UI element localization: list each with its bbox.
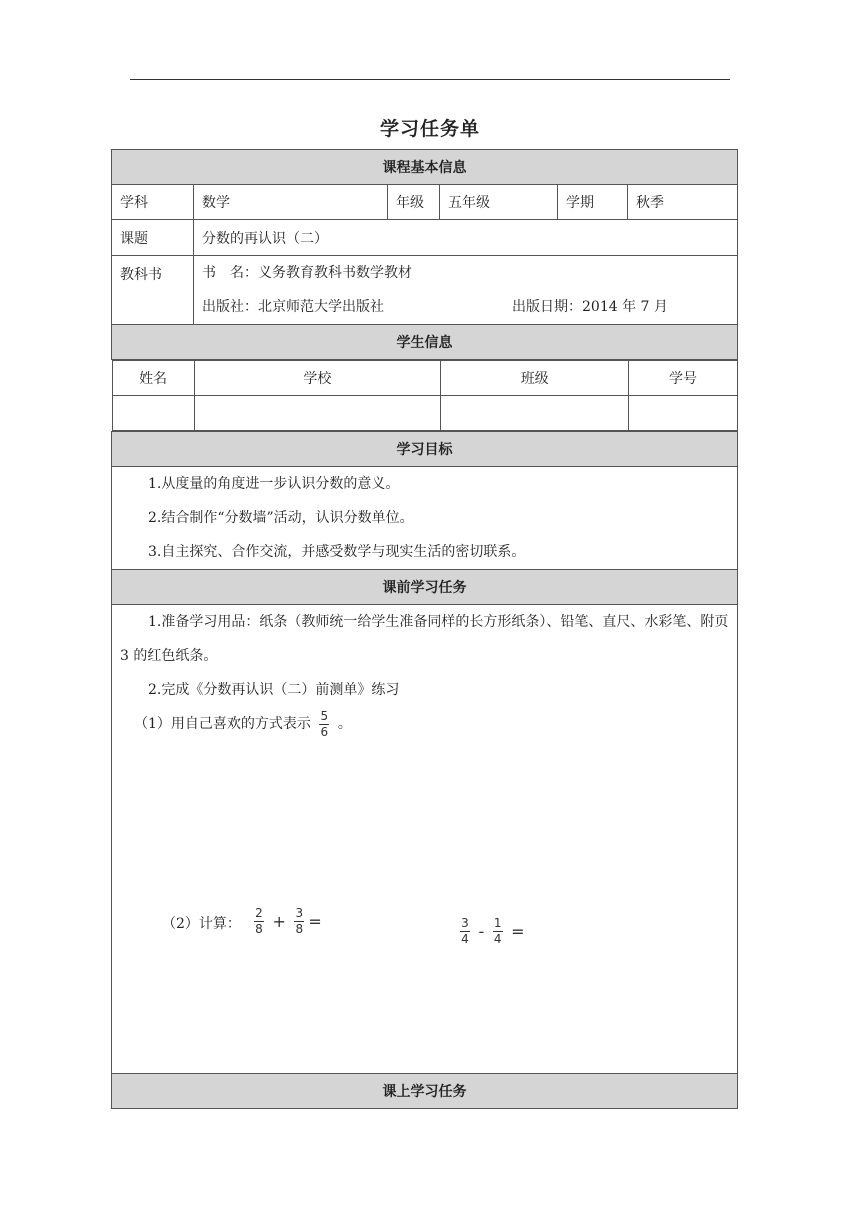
student-class-field[interactable] — [441, 396, 629, 431]
subject-value: 数学 — [194, 185, 388, 220]
term-label: 学期 — [558, 185, 628, 220]
section-header-student-info: 学生信息 — [112, 325, 738, 360]
section-header-in-class: 课上学习任务 — [112, 1074, 738, 1109]
publisher-row — [202, 290, 729, 324]
publisher: 出版社：北京师范大学出版社 — [202, 299, 384, 315]
grade-value: 五年级 — [440, 185, 558, 220]
textbook-details — [194, 256, 738, 325]
student-name-field[interactable] — [112, 396, 194, 431]
question-1 — [120, 707, 729, 741]
task-item-materials: 1.准备学习用品：纸条（教师统一给学生准备同样的长方形纸条）、铅笔、直尺、水彩笔、附页 3 的红色纸条。 — [120, 614, 729, 664]
subject-label: 学科 — [112, 185, 194, 220]
goal-item: 1.从度量的角度进一步认识分数的意义。 — [148, 476, 400, 492]
pre-class-tasks — [112, 605, 738, 1074]
topic-label: 课题 — [112, 220, 194, 256]
goal-item: 3.自主探究、合作交流，并感受数学与现实生活的密切联系。 — [148, 544, 526, 560]
section-header-goals: 学习目标 — [112, 432, 738, 467]
student-school-field[interactable] — [194, 396, 440, 431]
student-id-header: 学号 — [629, 361, 737, 396]
student-name-header: 姓名 — [112, 361, 194, 396]
topic-value: 分数的再认识（二） — [194, 220, 738, 256]
term-value: 秋季 — [628, 185, 738, 220]
student-id-field[interactable] — [629, 396, 737, 431]
expression-subtraction: $\frac{3}{4}$ - $\frac{1}{4}$ = — [461, 916, 525, 946]
book-name: 书 名：义务教育教科书数学教材 — [202, 265, 412, 281]
page-title: 学习任务单 — [379, 118, 480, 140]
question-2-text: （2）计算： — [162, 916, 241, 932]
publication-date: 出版日期：2014 年 7 月 — [512, 299, 668, 315]
textbook-label: 教科书 — [112, 256, 194, 325]
header-rule — [130, 79, 730, 80]
fraction-5-6: $\frac{5}{6}$ — [320, 708, 329, 739]
student-school-header: 学校 — [194, 361, 440, 396]
task-item-pretest: 2.完成《分数再认识（二）前测单》练习 — [148, 682, 400, 698]
section-header-course-info: 课程基本信息 — [112, 150, 738, 185]
section-header-pre-class: 课前学习任务 — [112, 570, 738, 605]
student-class-header: 班级 — [441, 361, 629, 396]
grade-label: 年级 — [388, 185, 440, 220]
answer-space-1[interactable] — [120, 741, 729, 907]
goal-item: 2.结合制作“分数墙”活动，认识分数单位。 — [148, 510, 414, 526]
goals-list — [112, 467, 738, 570]
task-sheet-table — [111, 149, 738, 1109]
question-2 — [120, 907, 729, 957]
expression-addition: $\frac{2}{8}$ + $\frac{3}{8}$ = — [255, 906, 322, 936]
question-1-suffix: 。 — [337, 716, 352, 732]
question-1-text: （1）用自己喜欢的方式表示 — [134, 716, 311, 732]
